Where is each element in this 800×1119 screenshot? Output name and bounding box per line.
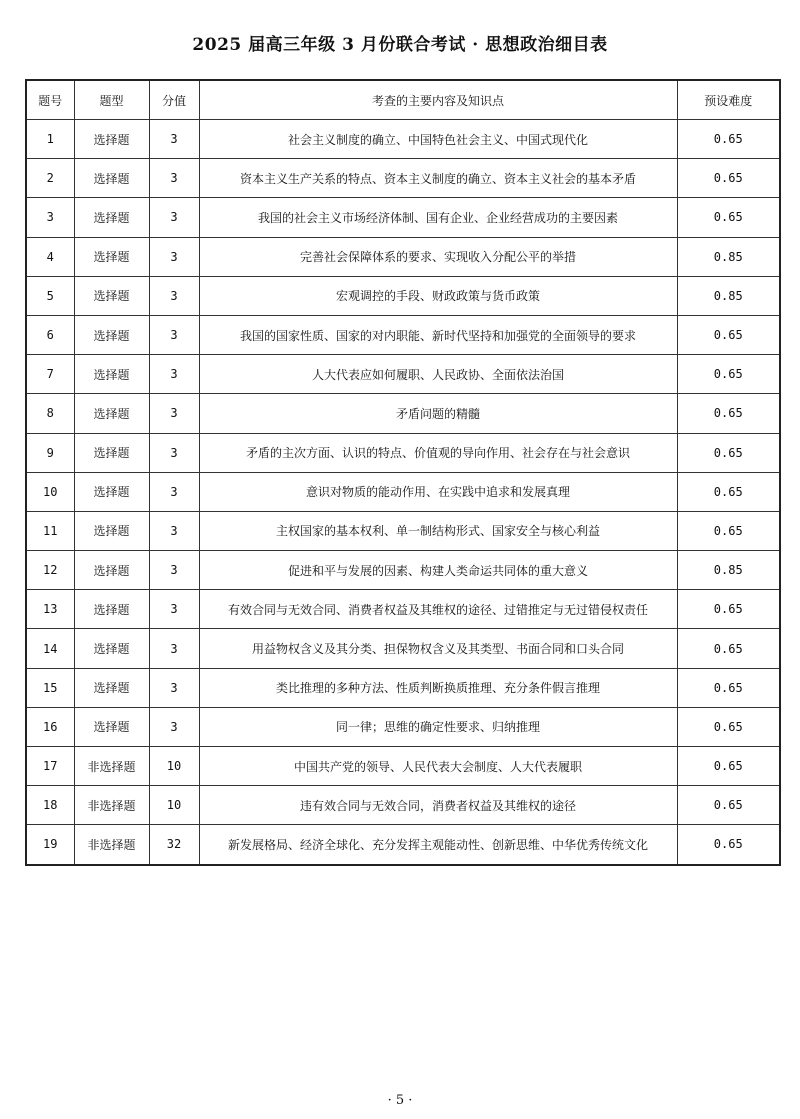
question-number-cell: 13 [26,590,74,629]
difficulty-cell: 0.65 [677,394,780,433]
table-row [26,629,780,668]
header-content: 考查的主要内容及知识点 [199,80,677,120]
question-type-cell: 选择题 [74,237,149,276]
content-cell: 意识对物质的能动作用、在实践中追求和发展真理 [199,472,677,511]
content-cell: 我国的社会主义市场经济体制、国有企业、企业经营成功的主要因素 [199,198,677,237]
table-header-row [26,80,780,120]
content-cell: 有效合同与无效合同、消费者权益及其维权的途径、过错推定与无过错侵权责任 [199,590,677,629]
table-body [26,120,780,865]
question-type-cell: 选择题 [74,590,149,629]
score-cell: 32 [149,825,199,865]
table-row [26,825,780,865]
question-number-cell: 16 [26,707,74,746]
content-cell: 违有效合同与无效合同，消费者权益及其维权的途径 [199,786,677,825]
table-row [26,276,780,315]
content-cell: 矛盾问题的精髓 [199,394,677,433]
header-difficulty: 预设难度 [677,80,780,120]
table-row [26,433,780,472]
content-cell: 中国共产党的领导、人民代表大会制度、人大代表履职 [199,747,677,786]
difficulty-cell: 0.65 [677,629,780,668]
difficulty-cell: 0.65 [677,786,780,825]
question-type-cell: 选择题 [74,198,149,237]
table-row [26,707,780,746]
score-cell: 3 [149,355,199,394]
score-cell: 3 [149,472,199,511]
question-number-cell: 2 [26,159,74,198]
table-row [26,511,780,550]
question-type-cell: 选择题 [74,394,149,433]
question-number-cell: 19 [26,825,74,865]
content-cell: 矛盾的主次方面、认识的特点、价值观的导向作用、社会存在与社会意识 [199,433,677,472]
score-cell: 3 [149,237,199,276]
question-type-cell: 选择题 [74,551,149,590]
question-type-cell: 选择题 [74,159,149,198]
score-cell: 3 [149,120,199,159]
question-number-cell: 4 [26,237,74,276]
question-type-cell: 选择题 [74,511,149,550]
page-title: 2025 届高三年级 3 月份联合考试 · 思想政治细目表 [192,35,608,55]
score-cell: 3 [149,159,199,198]
content-cell: 人大代表应如何履职、人民政协、全面依法治国 [199,355,677,394]
table-row [26,159,780,198]
content-cell: 用益物权含义及其分类、担保物权含义及其类型、书面合同和口头合同 [199,629,677,668]
question-number-cell: 17 [26,747,74,786]
content-cell: 新发展格局、经济全球化、充分发挥主观能动性、创新思维、中华优秀传统文化 [199,825,677,865]
content-cell: 我国的国家性质、国家的对内职能、新时代坚持和加强党的全面领导的要求 [199,315,677,354]
question-number-cell: 1 [26,120,74,159]
question-type-cell: 非选择题 [74,747,149,786]
header-score: 分值 [149,80,199,120]
table-row [26,198,780,237]
score-cell: 3 [149,433,199,472]
table-row [26,394,780,433]
table-row [26,120,780,159]
table-row [26,786,780,825]
question-number-cell: 8 [26,394,74,433]
question-number-cell: 15 [26,668,74,707]
score-cell: 3 [149,590,199,629]
difficulty-cell: 0.65 [677,511,780,550]
question-type-cell: 选择题 [74,433,149,472]
question-type-cell: 选择题 [74,355,149,394]
table-row [26,747,780,786]
score-cell: 3 [149,511,199,550]
exam-spec-table [25,79,781,866]
score-cell: 3 [149,707,199,746]
difficulty-cell: 0.65 [677,825,780,865]
question-type-cell: 选择题 [74,276,149,315]
question-number-cell: 18 [26,786,74,825]
question-type-cell: 选择题 [74,629,149,668]
difficulty-cell: 0.65 [677,747,780,786]
content-cell: 资本主义生产关系的特点、资本主义制度的确立、资本主义社会的基本矛盾 [199,159,677,198]
difficulty-cell: 0.85 [677,551,780,590]
difficulty-cell: 0.65 [677,668,780,707]
score-cell: 10 [149,786,199,825]
question-type-cell: 选择题 [74,120,149,159]
question-type-cell: 选择题 [74,668,149,707]
question-type-cell: 选择题 [74,315,149,354]
question-type-cell: 选择题 [74,707,149,746]
difficulty-cell: 0.65 [677,707,780,746]
score-cell: 3 [149,668,199,707]
content-cell: 宏观调控的手段、财政政策与货币政策 [199,276,677,315]
table-row [26,237,780,276]
question-number-cell: 7 [26,355,74,394]
question-type-cell: 选择题 [74,472,149,511]
score-cell: 3 [149,315,199,354]
score-cell: 10 [149,747,199,786]
content-cell: 类比推理的多种方法、性质判断换质推理、充分条件假言推理 [199,668,677,707]
difficulty-cell: 0.65 [677,590,780,629]
table-row [26,472,780,511]
question-type-cell: 非选择题 [74,786,149,825]
score-cell: 3 [149,276,199,315]
question-type-cell: 非选择题 [74,825,149,865]
difficulty-cell: 0.65 [677,472,780,511]
difficulty-cell: 0.65 [677,433,780,472]
score-cell: 3 [149,198,199,237]
page-number: · 5 · [387,1093,413,1108]
question-number-cell: 5 [26,276,74,315]
difficulty-cell: 0.65 [677,315,780,354]
score-cell: 3 [149,551,199,590]
content-cell: 主权国家的基本权利、单一制结构形式、国家安全与核心利益 [199,511,677,550]
score-cell: 3 [149,394,199,433]
difficulty-cell: 0.65 [677,159,780,198]
question-number-cell: 3 [26,198,74,237]
difficulty-cell: 0.85 [677,237,780,276]
content-cell: 促进和平与发展的因素、构建人类命运共同体的重大意义 [199,551,677,590]
question-number-cell: 10 [26,472,74,511]
table-row [26,355,780,394]
score-cell: 3 [149,629,199,668]
header-question-type: 题型 [74,80,149,120]
question-number-cell: 12 [26,551,74,590]
content-cell: 完善社会保障体系的要求、实现收入分配公平的举措 [199,237,677,276]
difficulty-cell: 0.65 [677,355,780,394]
content-cell: 社会主义制度的确立、中国特色社会主义、中国式现代化 [199,120,677,159]
difficulty-cell: 0.65 [677,120,780,159]
table-row [26,668,780,707]
question-number-cell: 14 [26,629,74,668]
question-number-cell: 11 [26,511,74,550]
difficulty-cell: 0.65 [677,198,780,237]
table-row [26,551,780,590]
table-row [26,590,780,629]
content-cell: 同一律；思维的确定性要求、归纳推理 [199,707,677,746]
table-row [26,315,780,354]
header-question-number: 题号 [26,80,74,120]
question-number-cell: 9 [26,433,74,472]
question-number-cell: 6 [26,315,74,354]
difficulty-cell: 0.85 [677,276,780,315]
